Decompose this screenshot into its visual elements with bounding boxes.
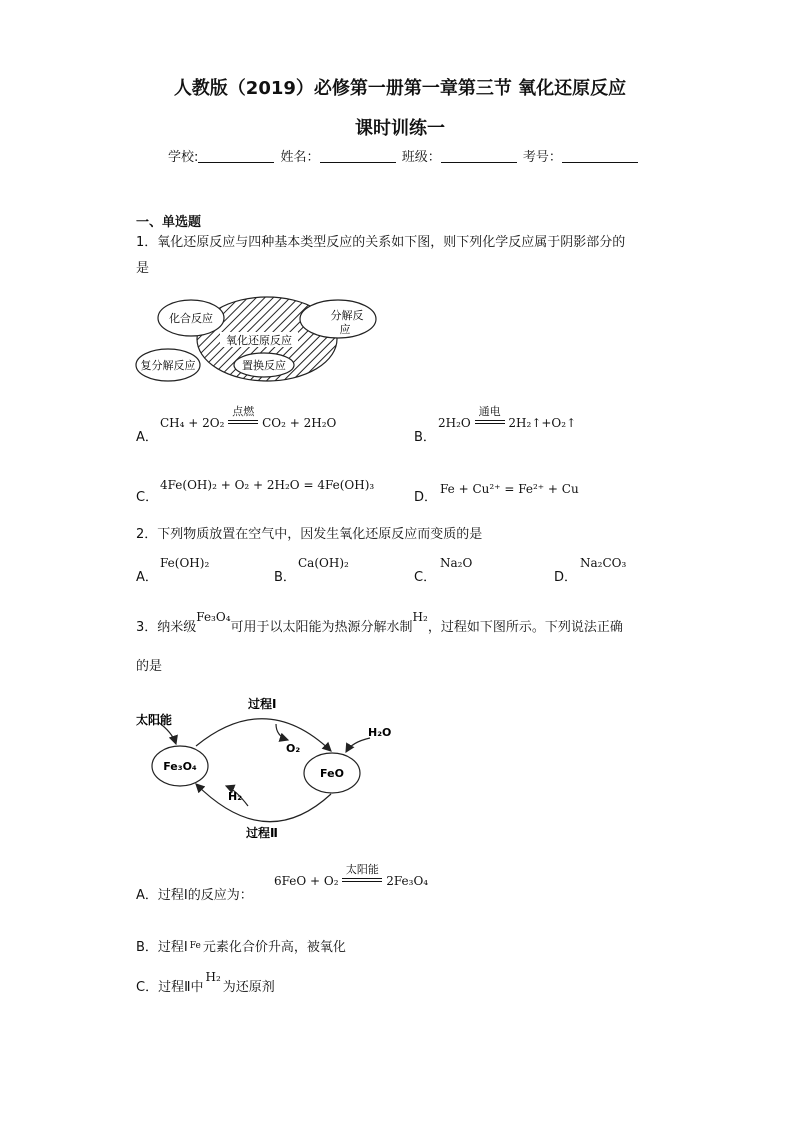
page-subtitle: 课时训练一 [355,118,445,139]
school-blank [198,150,274,163]
o2-label: O₂ [286,742,301,755]
q1-option-a-label: A． [136,430,158,445]
question-1-text-line2: 是 [136,261,150,276]
question-2-text: 2．下列物质放置在空气中，因发生氧化还原反应而变质的是 [136,527,483,542]
q3-a-rhs: 2Fe₃O₄ [386,874,429,888]
q1-option-d-label: D． [414,490,438,505]
school-label: 学校: [168,150,199,165]
q2-option-c-label: C． [414,570,437,585]
q2-option-d-label: D． [554,570,578,585]
feo-label: FeO [320,767,344,780]
number-label: 考号： [522,150,562,165]
q3-b-prefix: B．过程Ⅰ [136,940,188,955]
decomposition-label-1: 分解反 [330,309,364,322]
q1-b-rhs: 2H₂↑+O₂↑ [508,416,577,430]
q2-option-a-label: A． [136,570,158,585]
q1-a-rhs: CO₂ + 2H₂O [262,416,337,430]
h2-label: H₂ [228,790,243,803]
q1-option-b-label: B． [414,430,436,445]
q3-suffix: ，过程如下图所示。下列说法正确 [427,620,623,635]
reaction-type-venn-diagram [134,292,384,388]
q1-b-condition: 通电 [475,416,505,430]
q1-b-lhs: 2H₂O [438,416,471,430]
name-label: 姓名： [280,150,320,165]
q3-c-prefix: C．过程Ⅱ中 [136,980,204,995]
process-1-label: 过程Ⅰ [248,697,277,711]
q2-option-b-label: B． [274,570,296,585]
q3-a-lhs: 6FeO + O₂ [274,874,339,888]
h2o-label: H₂O [368,726,392,739]
number-blank [562,150,638,163]
section-title: 一、单选题 [136,215,202,230]
q3-a-condition: 太阳能 [342,874,382,888]
class-label: 班级： [401,150,441,165]
q1-option-d-equation: Fe + Cu²⁺ = Fe²⁺ + Cu [440,482,579,496]
q1-option-a-equation [160,405,337,430]
q2-option-c: Na₂O [440,556,473,570]
displacement-label: 置换反应 [242,359,286,372]
q3-option-a-equation [274,863,429,888]
q3-prefix: 3．纳米级 [136,620,197,635]
q3-mid: 可用于以太阳能为热源分解水制 [230,620,413,635]
solar-label: 太阳能 [136,713,173,727]
q2-option-d: Na₂CO₃ [580,556,627,570]
q3-option-c [136,970,275,995]
question-1-text-line1: 1．氧化还原反应与四种基本类型反应的关系如下图，则下列化学反应属于阴影部分的 [136,235,626,250]
q1-a-condition: 点燃 [228,416,258,430]
page-title: 人教版（2019）必修第一册第一章第三节 氧化还原反应 [173,78,627,99]
q1-option-c-equation: 4Fe(OH)₂ + O₂ + 2H₂O = 4Fe(OH)₃ [160,478,375,492]
fe3o4-label: Fe₃O₄ [163,760,197,773]
class-blank [441,150,517,163]
q1-option-b-equation [438,405,577,430]
q2-option-b: Ca(OH)₂ [298,556,349,570]
combination-label: 化合反应 [169,312,213,325]
q2-option-a: Fe(OH)₂ [160,556,210,570]
q3-c-h2: H₂ [205,970,221,984]
q1-option-c-label: C． [136,490,159,505]
process-2-label: 过程Ⅱ [246,826,278,840]
name-blank [320,150,396,163]
h2o-arrow [346,738,370,752]
redox-label: 氧化还原反应 [226,334,292,347]
process-1-arrow [196,719,331,751]
process-2-arrow [196,784,331,822]
q3-option-a [136,884,253,903]
o2-arrow [276,724,288,740]
q3-h2: H₂ [412,610,428,624]
q3-b-suffix: 元素化合价升高，被氧化 [202,940,346,955]
q3-fe3o4: Fe₃O₄ [196,610,231,624]
q1-a-lhs: CH₄ + 2O₂ [160,416,225,430]
solar-water-splitting-diagram [136,694,406,844]
q3-b-fe: Fe [189,941,201,951]
q3-option-a-text: A．过程Ⅰ的反应为： [136,888,253,903]
q3-option-b [136,936,346,955]
question-3-line1 [136,610,666,641]
double-displacement-label: 复分解反应 [140,359,196,372]
q3-c-suffix: 为还原剂 [222,980,275,995]
question-3-line2: 的是 [136,659,163,674]
student-info-line [168,146,640,165]
question-1 [136,230,666,282]
decomposition-label-2: 应 [339,323,351,336]
